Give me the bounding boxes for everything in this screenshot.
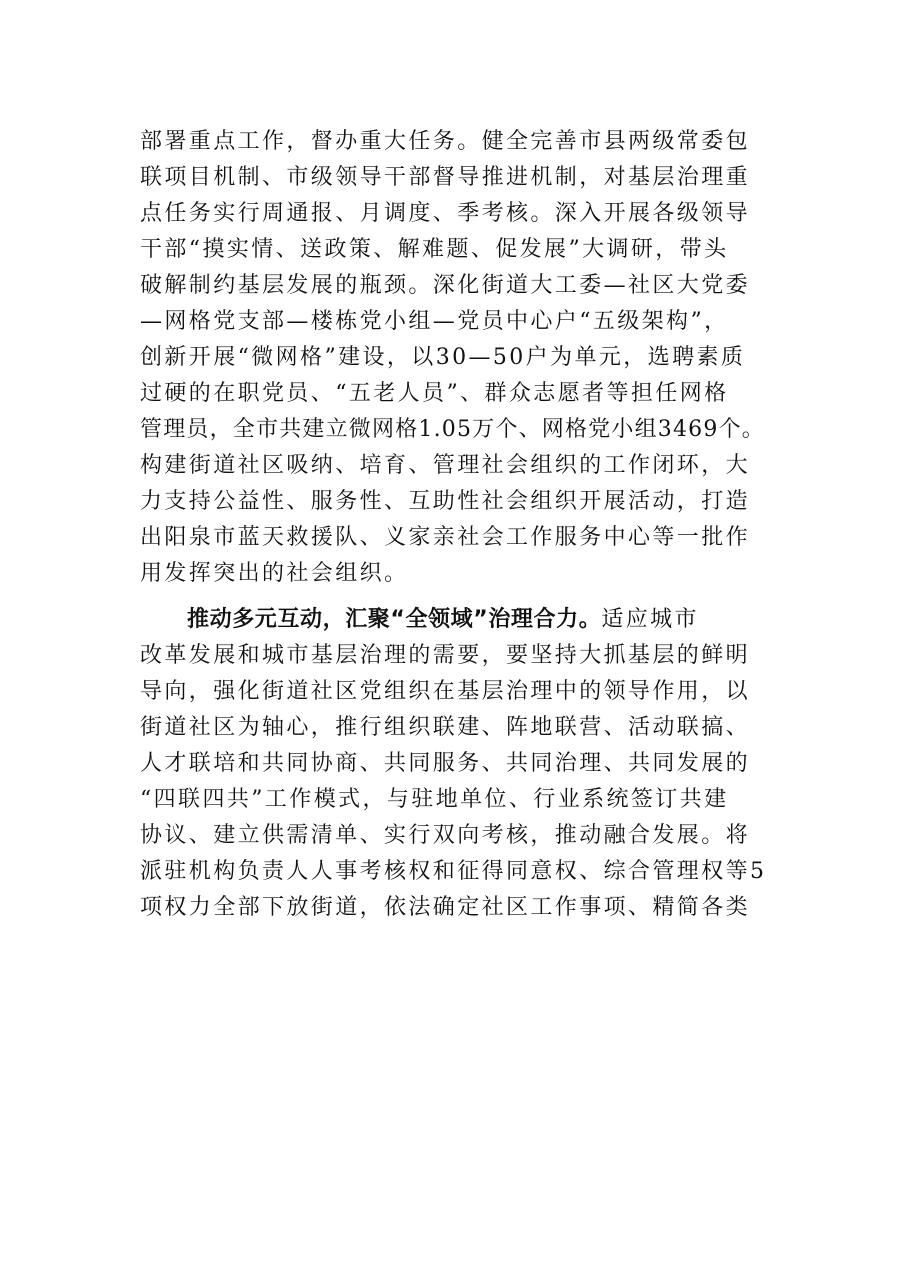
paragraph-1-line-2: 联项目机制、市级领导干部督导推进机制，对基层治理重 — [140, 165, 751, 190]
paragraph-1-line-5: 破解制约基层发展的瓶颈。深化街道大工委—社区大党委 — [140, 273, 751, 298]
paragraph-1-line-6: —网格党支部—楼栋党小组—党员中心户“五级架构”， — [140, 309, 729, 334]
paragraph-1-line-10: 构建街道社区吸纳、培育、管理社会组织的工作闭环，大 — [140, 453, 751, 478]
paragraph-1-line-3: 点任务实行周通报、月调度、季考核。深入开展各级领导 — [140, 201, 751, 226]
paragraph-1-line-8: 过硬的在职党员、“五老人员”、群众志愿者等担任网格 — [140, 381, 729, 406]
paragraph-2-line-2: 改革发展和城市基层治理的需要，要坚持大抓基层的鲜明 — [140, 643, 751, 668]
paragraph-2-line-5: 人才联培和共同协商、共同服务、共同治理、共同发展的 — [140, 751, 751, 776]
paragraph-1-line-1: 部署重点工作，督办重大任务。健全完善市县两级常委包 — [140, 129, 751, 154]
paragraph-2-line-3: 导向，强化街道社区党组织在基层治理中的领导作用，以 — [140, 679, 751, 704]
paragraph-1-line-9: 管理员，全市共建立微网格1.05万个、网格党小组3469个。 — [140, 417, 765, 442]
paragraph-2-line-7: 协议、建立供需清单、实行双向考核，推动融合发展。将 — [140, 823, 751, 848]
paragraph-2-line-1-text: 适应城市 — [601, 607, 699, 632]
paragraph-1-line-12: 出阳泉市蓝天救援队、义家亲社会工作服务中心等一批作 — [140, 525, 751, 550]
paragraph-1-line-7: 创新开展“微网格”建设，以30—50户为单元，选聘素质 — [140, 345, 746, 370]
paragraph-1-line-4: 干部“摸实情、送政策、解难题、促发展”大调研，带头 — [140, 237, 729, 262]
paragraph-2-line-6: “四联四共”工作模式，与驻地单位、行业系统签订共建 — [140, 787, 729, 812]
paragraph-1-line-11: 力支持公益性、服务性、互助性社会组织开展活动，打造 — [140, 489, 751, 514]
paragraph-2-line-4: 街道社区为轴心，推行组织联建、阵地联营、活动联搞、 — [140, 715, 751, 740]
paragraph-2-line-9: 项权力全部下放街道，依法确定社区工作事项、精简各类 — [140, 895, 751, 920]
paragraph-2-line-1 — [187, 605, 787, 635]
paragraph-1-line-13: 用发挥突出的社会组织。 — [140, 561, 409, 586]
paragraph-2-line-8: 派驻机构负责人人事考核权和征得同意权、综合管理权等5 — [140, 859, 767, 884]
paragraph-2-heading: 推动多元互动，汇聚“全领域”治理合力。 — [187, 607, 602, 632]
